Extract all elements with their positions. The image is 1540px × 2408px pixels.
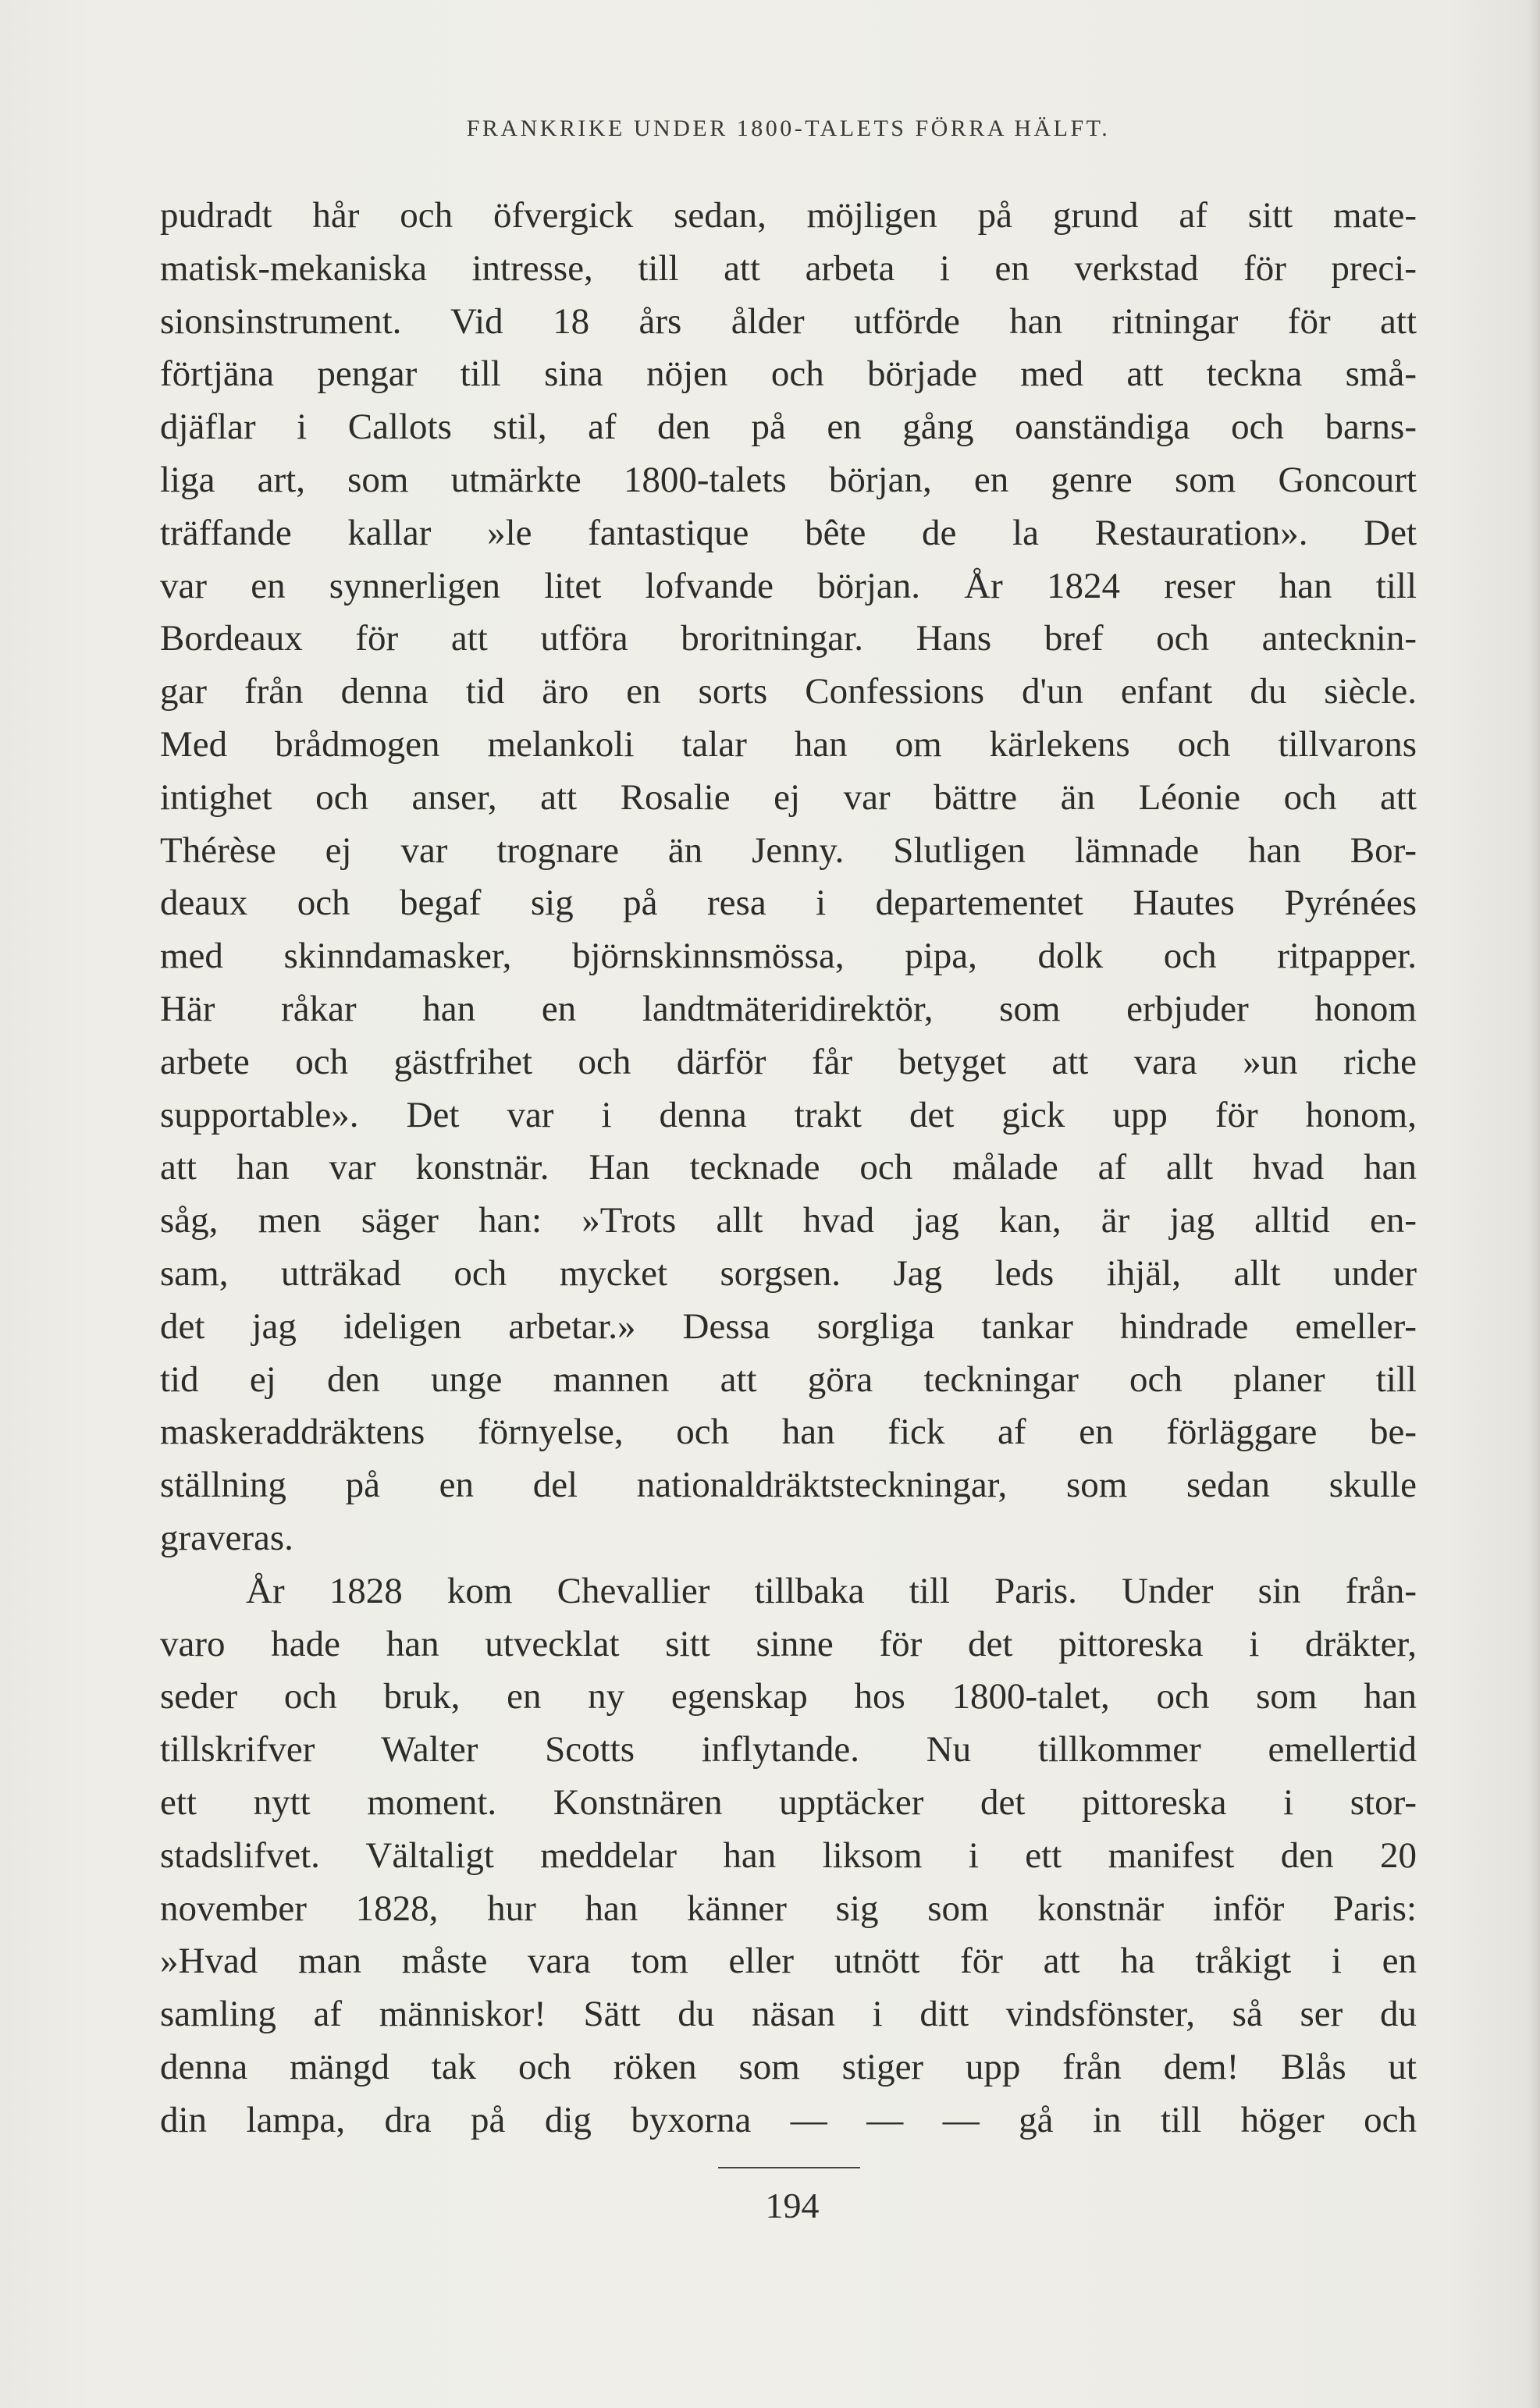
text-line: förtjäna pengar till sina nöjen och började med att teckna små- <box>160 353 1417 395</box>
text-line: var en synnerligen litet lofvande början. År 1824 reser han till <box>160 565 1417 606</box>
body-text <box>160 190 1417 2147</box>
text-line: november 1828, hur han känner sig som konstnär inför Paris: <box>160 1888 1417 1929</box>
text-line: sam, utträkad och mycket sorgsen. Jag leds ihjäl, allt under <box>160 1252 1417 1294</box>
text-line: tid ej den unge mannen att göra teckningar och planer till <box>160 1358 1417 1400</box>
text-line: ett nytt moment. Konstnären upptäcker det pittoreska i stor- <box>160 1781 1417 1823</box>
page-edge-shadow <box>1529 0 1540 2408</box>
folio-rule <box>718 2167 860 2168</box>
text-line: supportable». Det var i denna trakt det gick upp för honom, <box>160 1094 1417 1135</box>
text-line: samling af människor! Sätt du näsan i ditt vindsfönster, så ser du <box>160 1994 1417 2035</box>
text-line: träffande kallar »le fantastique bête de la Restauration». Det <box>160 512 1417 553</box>
text-line: varo hade han utvecklat sitt sinne för det pittoreska i dräkter, <box>160 1623 1417 1664</box>
text-line: intighet och anser, att Rosalie ej var bättre än Léonie och att <box>160 776 1417 818</box>
text-line: sionsinstrument. Vid 18 års ålder utförde han ritningar för att <box>160 300 1417 342</box>
text-line: matisk-mekaniska intresse, till att arbeta i en verkstad för preci- <box>160 247 1417 289</box>
text-line: Med brådmogen melankoli talar han om kärlekens och tillvarons <box>160 723 1417 765</box>
text-line: din lampa, dra på dig byxorna — — — gå in till höger och <box>160 2099 1417 2140</box>
text-line: stadslifvet. Vältaligt meddelar han liksom i ett manifest den 20 <box>160 1834 1417 1876</box>
text-line: att han var konstnär. Han tecknade och målade af allt hvad han <box>160 1147 1417 1188</box>
text-line: såg, men säger han: »Trots allt hvad jag kan, är jag alltid en- <box>160 1200 1417 1241</box>
text-line: denna mängd tak och röken som stiger upp från dem! Blås ut <box>160 2046 1417 2087</box>
text-line: Thérèse ej var trognare än Jenny. Slutligen lämnade han Bor- <box>160 829 1417 871</box>
text-line: det jag ideligen arbetar.» Dessa sorgliga tankar hindrade emeller- <box>160 1305 1417 1347</box>
text-line: tillskrifver Walter Scotts inflytande. Nu tillkommer emellertid <box>160 1729 1417 1770</box>
text-line: ställning på en del nationaldräktsteckningar, som sedan skulle <box>160 1465 1417 1506</box>
text-line: »Hvad man måste vara tom eller utnött för att ha tråkigt i en <box>160 1941 1417 1982</box>
page-number: 194 <box>765 2186 820 2225</box>
text-line: gar från denna tid äro en sorts Confessions d'un enfant du siècle. <box>160 671 1417 712</box>
paragraph-start-line: År 1828 kom Chevallier tillbaka till Paris. Under sin från- <box>246 1570 1417 1611</box>
text-line: med skinndamasker, björnskinnsmössa, pipa, dolk och ritpapper. <box>160 936 1417 977</box>
text-line: maskeraddräktens förnyelse, och han fick af en förläggare be- <box>160 1412 1417 1453</box>
paragraph-end-line: graveras. <box>160 1517 293 1558</box>
text-line: seder och bruk, en ny egenskap hos 1800-talet, och som han <box>160 1676 1417 1717</box>
text-line: Bordeaux för att utföra broritningar. Hans bref och antecknin- <box>160 618 1417 659</box>
text-line: pudradt hår och öfvergick sedan, möjligen på grund af sitt mate- <box>160 195 1417 236</box>
text-line: Här råkar han en landtmäteridirektör, som erbjuder honom <box>160 988 1417 1029</box>
text-line: djäflar i Callots stil, af den på en gång oanständiga och barns- <box>160 407 1417 448</box>
running-head: FRANKRIKE UNDER 1800-TALETS FÖRRA HÄLFT. <box>466 115 1111 141</box>
text-line: liga art, som utmärkte 1800-talets början, en genre som Goncourt <box>160 459 1417 500</box>
text-line: deaux och begaf sig på resa i departementet Hautes Pyrénées <box>160 883 1417 924</box>
text-line: arbete och gästfrihet och därför får betyget att vara »un riche <box>160 1041 1417 1082</box>
